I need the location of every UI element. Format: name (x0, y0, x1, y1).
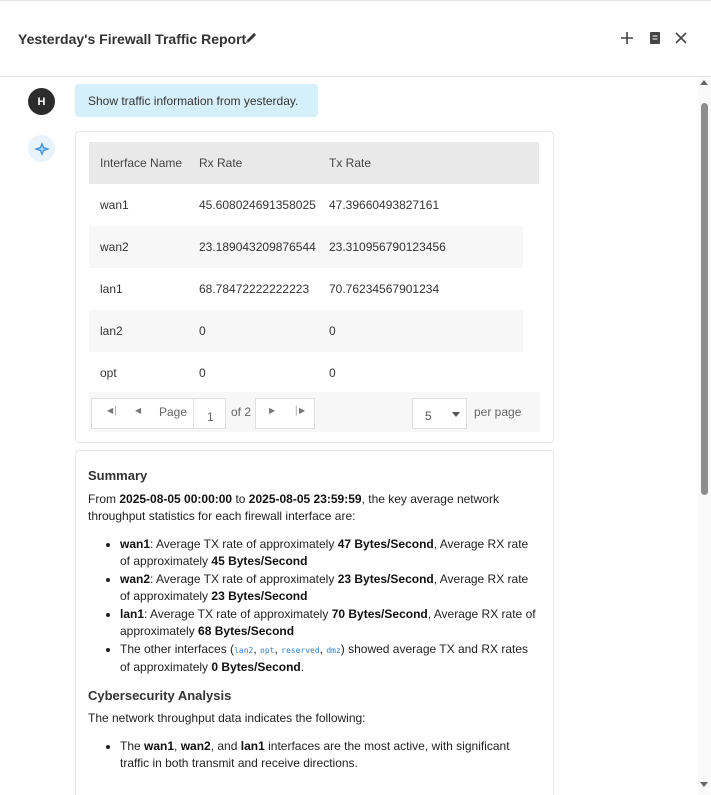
column-header-rx-rate[interactable]: Rx Rate (199, 156, 243, 170)
column-header-interface[interactable]: Interface Name (100, 156, 183, 170)
assistant-sparkle-icon (28, 135, 55, 162)
page-size-value: 5 (425, 409, 432, 423)
cell-rx-rate: 68.78472222222223 (199, 282, 310, 296)
traffic-table-card (75, 131, 554, 443)
table-row (89, 226, 523, 268)
user-message: Show traffic information from yesterday. (75, 84, 318, 117)
table-row (89, 268, 523, 310)
summary-heading: Summary (88, 468, 148, 483)
notebook-icon[interactable] (646, 29, 664, 47)
table-row (89, 184, 523, 226)
close-icon[interactable] (672, 29, 690, 47)
page-count-label: of 2 (231, 405, 252, 419)
prev-page-icon[interactable]: ◀ (135, 406, 142, 415)
cell-interface: lan2 (100, 324, 123, 338)
cell-tx-rate: 70.76234567901234 (329, 282, 440, 296)
analysis-list (120, 738, 541, 773)
cell-tx-rate: 47.39660493827161 (329, 198, 440, 212)
table-row (89, 352, 523, 394)
column-divider (539, 142, 541, 184)
list-item: • The other interfaces (lan2, opt, reserved, dmz) showed average TX and RX rates of approximately 0 Bytes/Second. (120, 641, 541, 677)
scroll-down-icon[interactable] (700, 782, 708, 787)
table-pager (89, 392, 540, 432)
cell-interface: wan1 (100, 198, 129, 212)
pager-nav-group-right (255, 398, 315, 429)
list-item: • lan1: Average TX rate of approximately 70 Bytes/Second, Average RX rate of approximately 68 Bytes/Second (120, 606, 541, 641)
last-page-icon[interactable]: │▶ (294, 406, 306, 415)
cell-rx-rate: 0 (199, 324, 206, 338)
cell-rx-rate: 23.189043209876544 (199, 240, 316, 254)
cell-rx-rate: 0 (199, 366, 206, 380)
page-label: Page (159, 405, 188, 419)
user-avatar: H (28, 88, 55, 115)
chat-header (0, 0, 711, 77)
plus-icon[interactable] (618, 29, 636, 47)
scroll-up-icon[interactable] (700, 80, 708, 85)
analysis-intro: The network throughput data indicates the following: (88, 711, 366, 725)
page-size-select[interactable] (412, 398, 467, 429)
column-header-tx-rate[interactable]: Tx Rate (329, 156, 372, 170)
per-page-label: per page (474, 405, 522, 419)
list-item: • wan2: Average TX rate of approximately 23 Bytes/Second, Average RX rate of approximately 23 Bytes/Second (120, 571, 541, 606)
table-header (89, 142, 540, 184)
cell-interface: opt (100, 366, 117, 380)
cell-tx-rate: 23.310956790123456 (329, 240, 446, 254)
conversation-pane[interactable] (0, 78, 698, 795)
next-page-icon[interactable]: ▶ (269, 406, 276, 415)
cell-interface: wan2 (100, 240, 129, 254)
first-page-icon[interactable]: ◀│ (107, 406, 119, 415)
analysis-heading: Cybersecurity Analysis (88, 687, 232, 703)
list-item: • wan1: Average TX rate of approximately 47 Bytes/Second, Average RX rate of approximately 45 Bytes/Second (120, 536, 541, 571)
table-row (89, 310, 523, 352)
scrollbar-thumb[interactable] (701, 103, 708, 495)
cell-interface: lan1 (100, 282, 123, 296)
summary-list (120, 536, 541, 677)
list-item: • The wan1, wan2, and lan1 interfaces are the most active, with significant traffic in both transmit and receive directions. (120, 738, 541, 773)
caret-down-icon (452, 412, 460, 417)
vertical-scrollbar[interactable] (698, 78, 711, 795)
pencil-icon[interactable] (243, 30, 259, 46)
assistant-response (75, 450, 554, 795)
page-number-input[interactable]: 1 (193, 398, 226, 429)
cell-rx-rate: 45.608024691358025 (199, 198, 316, 212)
cell-tx-rate: 0 (329, 366, 336, 380)
conversation-title: Yesterday's Firewall Traffic Report (18, 31, 247, 47)
cell-tx-rate: 0 (329, 324, 336, 338)
summary-intro: From 2025-08-05 00:00:00 to 2025-08-05 23:59:59, the key average network throughput statistics for each firewall interface are: (88, 491, 499, 523)
